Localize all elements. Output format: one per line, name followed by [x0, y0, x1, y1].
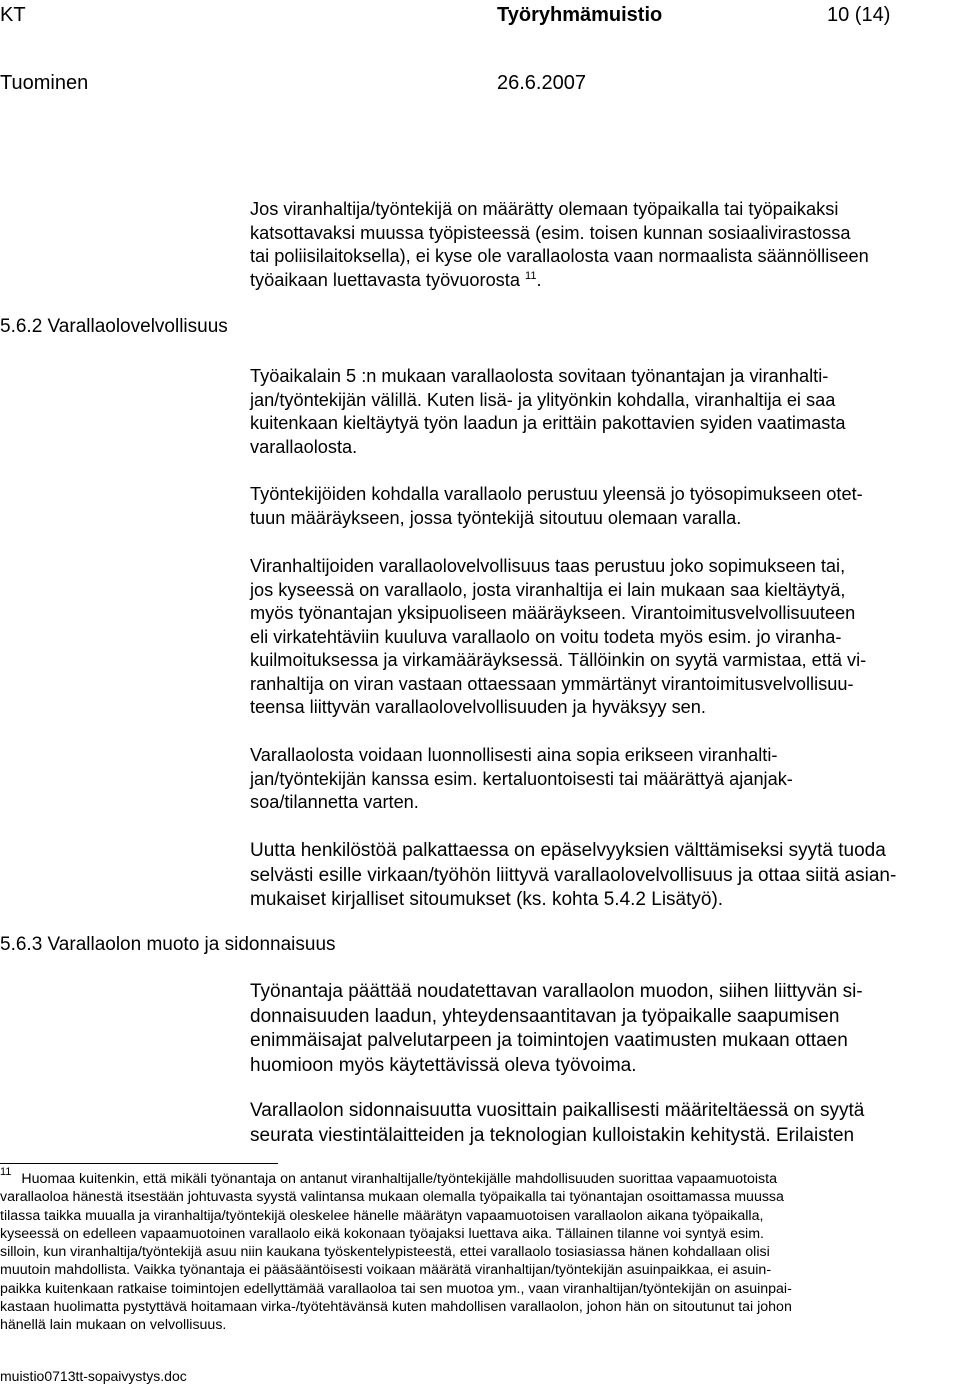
text-line: seurata viestintälaitteiden ja teknologian kulloistakin kehitystä. Erilaisten: [250, 1124, 855, 1146]
text-line: donnaisuuden laadun, yhteydensaantitavan ja työpaikalle saapumisen: [250, 1005, 840, 1027]
text-line: enimmäisajat palvelutarpeen ja toimintojen vaatimusten mukaan ottaen: [250, 1030, 848, 1051]
intro-last-text: työaikaan luettavasta työvuorosta: [250, 269, 520, 290]
footnote-line: muutoin mahdollista. Vaikka työnantaja ei pääsääntöisesti voikaan määrätä viranhaltijan/työntekijän asuinpaikkaa, ei asuin-: [0, 1262, 772, 1279]
text-line: Varallaolosta voidaan luonnollisesti aina sopia erikseen viranhalti-: [250, 745, 778, 765]
text-line: eli virkatehtäviin kuuluva varallaolo on voitu todeta myös esim. jo viranha-: [250, 626, 842, 647]
intro-paragraph: [250, 198, 960, 292]
page-footer-filename: muistio0713tt-sopaivystys.doc: [0, 1368, 187, 1384]
paragraph-563-1: [250, 980, 960, 1078]
paragraph-562-2: [250, 483, 960, 530]
footnote: [0, 1166, 960, 1335]
paragraph-562-4: [250, 744, 960, 815]
footnote-line: tilassa taikka muualla ja viranhaltija/työntekijä oleskelee hänelle määrätyn vapaamuotoisen varallaolon aikana työpaikalla,: [0, 1207, 764, 1224]
text-line: Viranhaltijoiden varallaolovelvollisuus taas perustuu joko sopimukseen tai,: [250, 556, 846, 576]
text-line: jan/työntekijän kanssa esim. kertaluontoisesti tai määrättyä ajanjak-: [250, 768, 793, 789]
footnote-number: 11: [0, 1166, 12, 1178]
footnote-line: kastaan huolimatta pystyttävä hoitamaan virka-/työtehtävänsä kuten mahdollisen varallaolon, johon hän on sitoutunut tai johon: [0, 1299, 792, 1316]
paragraph-562-3: [250, 555, 960, 720]
header-page-number: 10 (14): [827, 4, 891, 26]
paragraph-562-1: [250, 365, 960, 459]
header-author: Tuominen: [0, 72, 89, 94]
header-date: 26.6.2007: [497, 72, 586, 94]
text-line: Työnantaja päättää noudatettavan varallaolon muodon, siihen liittyvän si-: [250, 981, 863, 1002]
footnote-line: varallaoloa hänestä itsestään johtuvasta syystä valintansa mukaan olemalla työpaikalla tai työnantajan osoittamassa muussa: [0, 1189, 784, 1206]
text-line: tuun määräykseen, jossa työntekijä sitoutuu olemaan varalla.: [250, 507, 742, 528]
intro-period: .: [536, 269, 542, 290]
footnote-line: kyseessä on edelleen vapaamuotoinen varallaolo eikä kokonaan työajaksi luettava aika. Tällainen tilanne voi syntyä esim.: [0, 1225, 764, 1242]
paragraph-562-5: [250, 839, 960, 913]
section-heading-562: 5.6.2 Varallaolovelvollisuus: [0, 316, 228, 337]
footnote-line: silloin, kun viranhaltija/työntekijä asuu niin kaukana työskentelypisteestä, ettei varallaolo tosiasiassa hänen kohdallaan olisi: [0, 1244, 770, 1261]
text-line: jan/työntekijän välillä. Kuten lisä- ja ylityönkin kohdalla, viranhaltija ei saa: [250, 389, 836, 410]
text-line: soa/tilannetta varten.: [250, 792, 419, 812]
text-line: mukaiset kirjalliset sitoumukset (ks. kohta 5.4.2 Lisätyö).: [250, 889, 724, 910]
footnote-line: [0, 1166, 960, 1188]
text-line: jos kyseessä on varallaolo, josta viranhaltija ei lain mukaan saa kieltäytyä,: [250, 579, 846, 600]
text-line: varallaolosta.: [250, 436, 358, 457]
text-line: huomioon myös käytettävissä oleva työvoima.: [250, 1054, 637, 1076]
text-line: tai poliisilaitoksella), ei kyse ole varallaolosta vaan normaalista säännölliseen: [250, 246, 869, 266]
text-line: myös työnantajan yksipuoliseen määräykseen. Virantoimitusvelvollisuuteen: [250, 603, 856, 623]
text-line: Työaikalain 5 :n mukaan varallaolosta sovitaan työnantajan ja viranhalti-: [250, 366, 829, 386]
paragraph-563-2: [250, 1099, 960, 1148]
text-line: Varallaolon sidonnaisuutta vuosittain paikallisesti määriteltäessä on syytä: [250, 1100, 865, 1121]
text-line: [250, 269, 960, 293]
text-line: kuitenkaan kieltäytyä työn laadun ja erittäin pakottavien syiden vaatimasta: [250, 413, 846, 433]
footnote-line: paikka kuitenkaan ratkaise toimintojen edellyttämää varallaoloa tai sen muotoa ym., vaan viranhaltijan/työntekijän on asuinpai-: [0, 1280, 792, 1297]
text-line: Jos viranhaltija/työntekijä on määrätty olemaan työpaikalla tai työpaikaksi: [250, 199, 839, 219]
text-line: katsottavaksi muussa työpisteessä (esim. toisen kunnan sosiaalivirastossa: [250, 222, 851, 243]
text-line: teensa liittyvän varallaolovelvollisuuden ja hyväksyy sen.: [250, 697, 706, 717]
section-heading-563: 5.6.3 Varallaolon muoto ja sidonnaisuus: [0, 934, 336, 955]
text-line: Uutta henkilöstöä palkattaessa on epäselvyyksien välttämiseksi syytä tuoda: [250, 840, 886, 861]
header-title: Työryhmämuistio: [497, 4, 663, 26]
footnote-separator: [0, 1163, 278, 1164]
text-line: ranhaltija on viran vastaan ottaessaan ymmärtänyt virantoimitusvelvollisuu-: [250, 673, 854, 694]
footnote-reference[interactable]: 11: [525, 269, 537, 282]
text-line: kuilmoituksessa ja virkamääräyksessä. Tällöinkin on syytä varmistaa, että vi-: [250, 650, 867, 670]
footnote-line: hänellä lain mukaan on velvollisuus.: [0, 1317, 227, 1334]
text-line: selvästi esille virkaan/työhön liittyvä varallaolovelvollisuus ja ottaa siitä asian-: [250, 864, 897, 886]
text-line: Työntekijöiden kohdalla varallaolo perustuu yleensä jo työsopimukseen otet-: [250, 484, 863, 504]
header-doc-code: KT: [0, 4, 26, 26]
footnote-first-text: Huomaa kuitenkin, että mikäli työnantaja on antanut viranhaltijalle/työntekijälle mahdollisuuden suorittaa vapaamuotoista: [21, 1171, 777, 1187]
